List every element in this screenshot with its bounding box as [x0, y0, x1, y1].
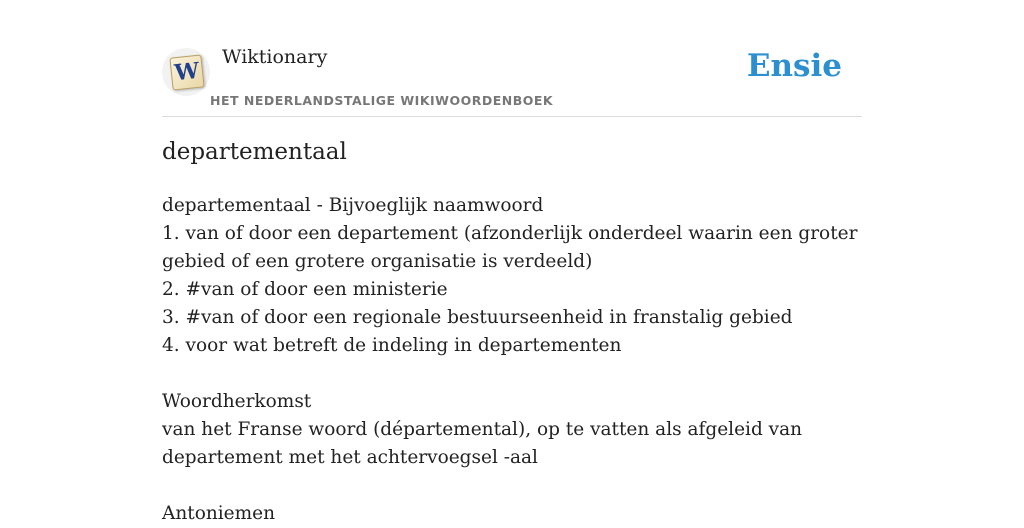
entry-content — [162, 192, 872, 528]
site-subtitle: HET NEDERLANDSTALIGE WIKIWOORDENBOEK — [210, 93, 554, 108]
page-title: departementaal — [162, 139, 347, 165]
definition-item: 3. #van of door een regionale bestuurseenheid in franstalig gebied — [162, 307, 793, 328]
etymology-text: van het Franse woord (départemental), op te vatten als afgeleid van departement met het achtervoegsel -aal — [162, 419, 803, 468]
definition-item: 2. #van of door een ministerie — [162, 279, 448, 300]
site-header — [162, 38, 862, 117]
section-spacer — [162, 472, 872, 500]
logo-tile — [169, 54, 204, 90]
logo-letter: W — [173, 57, 201, 87]
word-type-line: departementaal - Bijvoeglijk naamwoord — [162, 195, 544, 216]
ensie-brand-link[interactable]: Ensie — [746, 48, 842, 84]
definition-item: 1. van of door een departement (afzonderlijk onderdeel waarin een groter gebied of een grotere organisatie is verdeeld) — [162, 223, 858, 272]
site-name[interactable]: Wiktionary — [222, 46, 328, 68]
section-spacer — [162, 360, 872, 388]
definition-item: 4. voor wat betreft de indeling in departementen — [162, 335, 622, 356]
antonyms-heading: Antoniemen — [162, 503, 276, 524]
etymology-heading: Woordherkomst — [162, 391, 312, 412]
wiktionary-logo-icon[interactable] — [162, 48, 210, 96]
